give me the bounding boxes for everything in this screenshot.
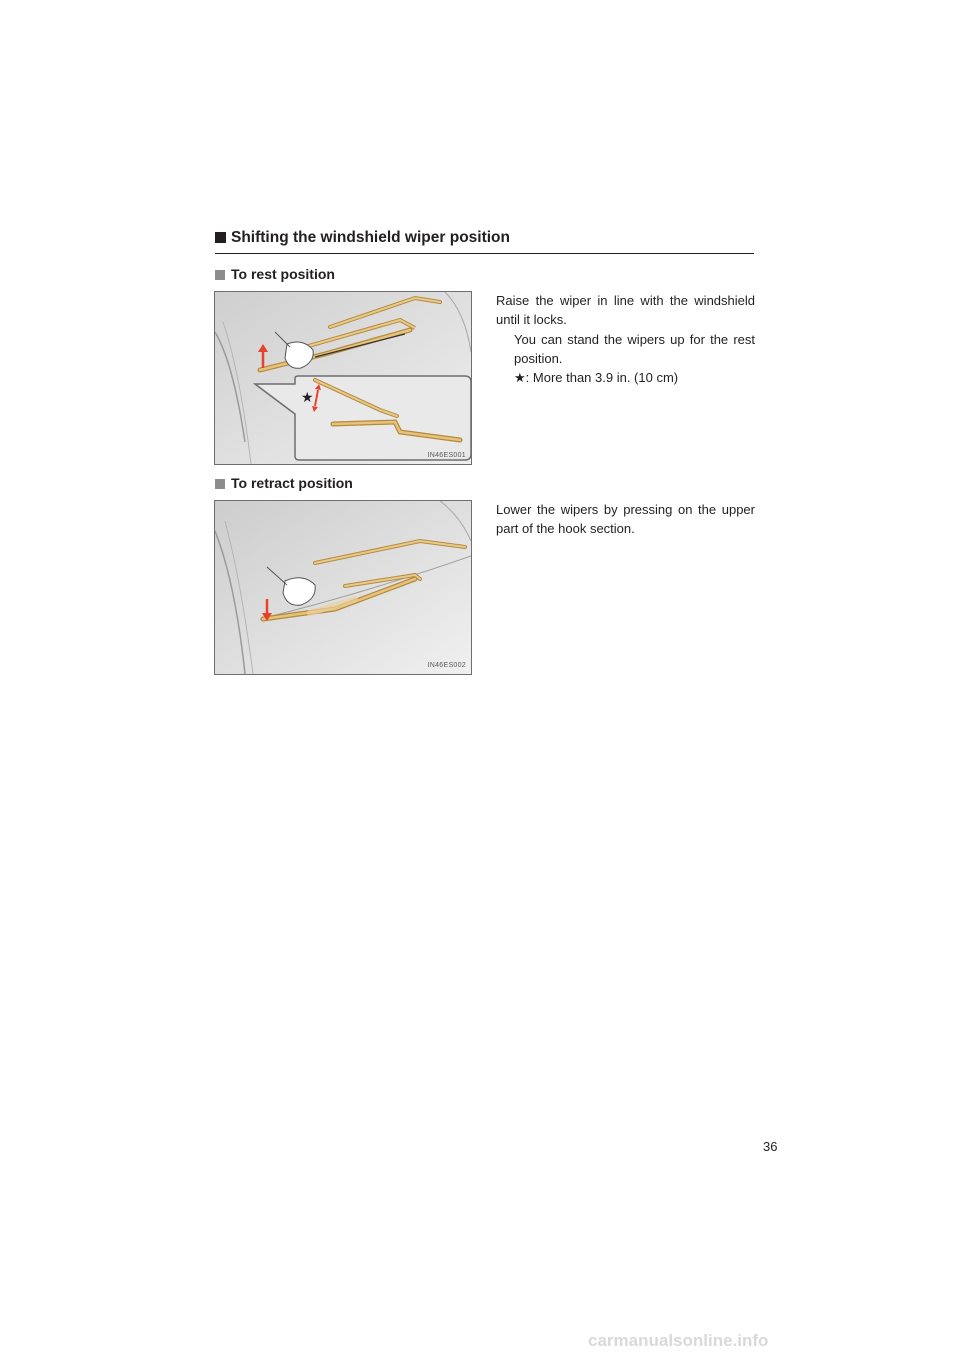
retract-position-instruction: Lower the wipers by pressing on the upper part of the hook section. xyxy=(496,502,755,537)
rest-position-star-note xyxy=(496,368,755,387)
star-note-text: : More than 3.9 in. (10 cm) xyxy=(525,370,679,386)
retract-position-heading-text: To retract position xyxy=(231,475,353,491)
rest-position-note: You can stand the wipers up for the rest position. xyxy=(514,331,755,366)
rest-position-heading-text: To rest position xyxy=(231,266,335,282)
figure-code: IN46ES001 xyxy=(427,452,466,459)
black-square-icon xyxy=(215,232,226,243)
star-icon: ★ xyxy=(301,390,314,406)
rest-position-instruction: Raise the wiper in line with the windshield until it locks. xyxy=(496,293,755,328)
grey-square-icon xyxy=(215,479,225,489)
figure-code: IN46ES002 xyxy=(427,662,466,669)
rest-position-description xyxy=(496,291,755,387)
retract-position-description xyxy=(496,500,755,539)
star-icon: ★ xyxy=(514,370,526,386)
footer-watermark: carmanualsonline.info xyxy=(588,1331,769,1350)
retract-position-heading xyxy=(215,475,353,491)
section-heading-text: Shifting the windshield wiper position xyxy=(231,229,510,246)
retract-position-illustration xyxy=(214,500,472,675)
heading-divider xyxy=(215,253,754,254)
grey-square-icon xyxy=(215,270,225,280)
rest-position-heading xyxy=(215,266,335,282)
rest-position-illustration xyxy=(214,291,472,465)
section-heading xyxy=(215,229,510,247)
page-number: 36 xyxy=(763,1139,778,1154)
